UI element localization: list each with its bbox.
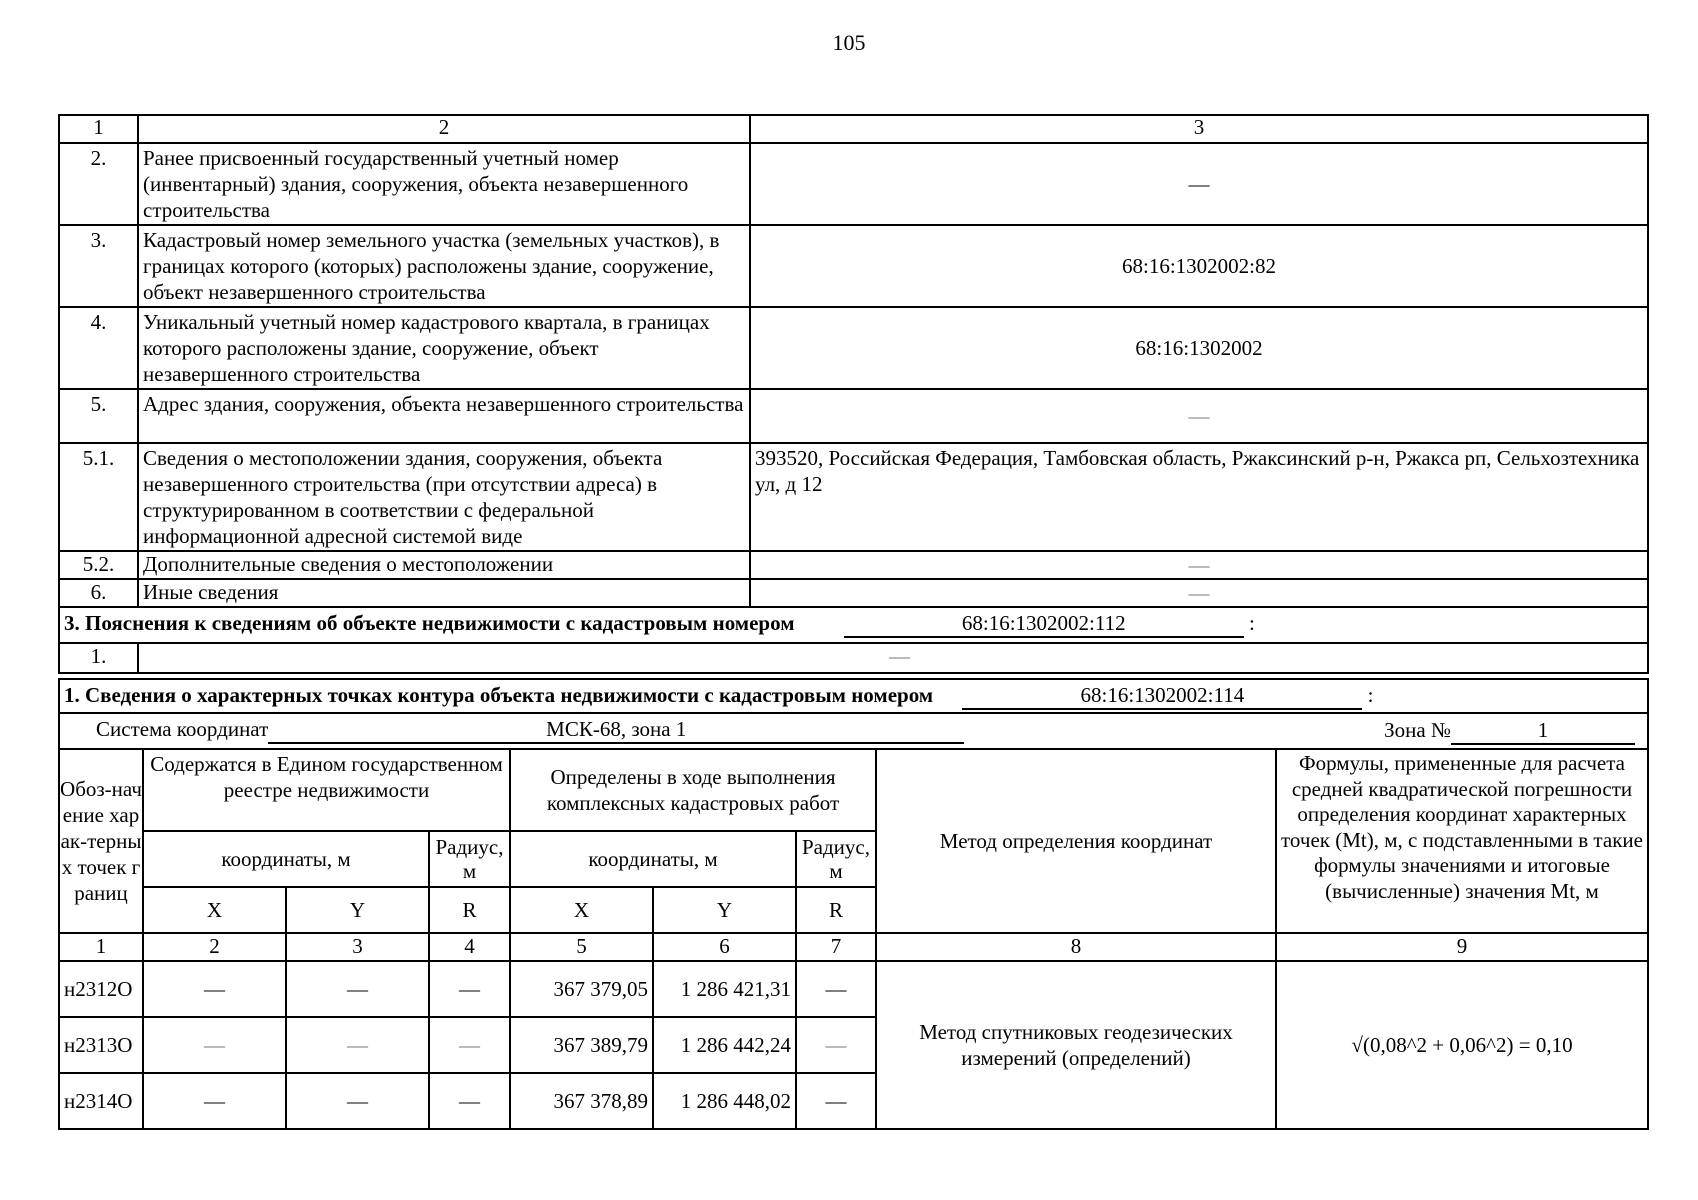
point-r-complex: — — [796, 1073, 876, 1129]
row-num: 5.1. — [59, 443, 138, 551]
point-y-complex: 1 286 421,31 — [653, 961, 796, 1017]
section3-title: 3. Пояснения к сведениям об объекте недвижимости с кадастровым номером — [64, 611, 795, 635]
col-number: 5 — [510, 933, 653, 961]
section1-colon: : — [1367, 683, 1374, 707]
header-method: Метод определения координат — [876, 749, 1276, 933]
point-x-egrn: — — [143, 961, 286, 1017]
header-radius-egrn: Радиус, м — [429, 831, 510, 887]
col-number: 8 — [876, 933, 1276, 961]
header-col-3: 3 — [750, 115, 1648, 143]
section1-title: 1. Сведения о характерных точках контура объекта недвижимости с кадастровым номером — [64, 683, 934, 707]
header-r-complex: R — [796, 887, 876, 933]
point-y-complex: 1 286 442,24 — [653, 1017, 796, 1073]
row-label: Дополнительные сведения о местоположении — [138, 551, 750, 579]
point-name: н2314О — [59, 1073, 143, 1129]
header-radius-complex: Радиус, м — [796, 831, 876, 887]
row-label: Ранее присвоенный государственный учетный номер (инвентарный) здания, сооружения, объекта незавершенного строительства — [138, 143, 750, 225]
page-number: 105 — [832, 30, 866, 55]
col-number: 6 — [653, 933, 796, 961]
row-value: — — [750, 551, 1648, 579]
coord-system-value: МСК-68, зона 1 — [268, 716, 964, 744]
row-value: — — [750, 579, 1648, 607]
row-label: Сведения о местоположении здания, сооружения, объекта незавершенного строительства (при отсутствии адреса) в структурированном в соответствии с федеральной информационной адресной системой виде — [138, 443, 750, 551]
header-complex: Определены в ходе выполнения комплексных кадастровых работ — [510, 749, 876, 831]
point-r-egrn: — — [429, 1017, 510, 1073]
point-x-egrn: — — [143, 1073, 286, 1129]
row-value: — — [750, 143, 1648, 225]
section1-title-row — [59, 679, 1648, 713]
col-number: 1 — [59, 933, 143, 961]
header-y-complex: Y — [653, 887, 796, 933]
row-num: 6. — [59, 579, 138, 607]
table-row — [59, 961, 1648, 1017]
point-r-egrn: — — [429, 1073, 510, 1129]
header-egrn: Содержатся в Едином государственном реестре недвижимости — [143, 749, 510, 831]
point-r-complex: — — [796, 1017, 876, 1073]
point-x-complex: 367 389,79 — [510, 1017, 653, 1073]
point-y-complex: 1 286 448,02 — [653, 1073, 796, 1129]
point-r-complex: — — [796, 961, 876, 1017]
header-r-egrn: R — [429, 887, 510, 933]
object-info-table — [58, 114, 1649, 674]
coord-system-label: Система координат — [96, 717, 269, 741]
point-x-complex: 367 378,89 — [510, 1073, 653, 1129]
header-coords-complex: координаты, м — [510, 831, 796, 887]
section3-title-row — [59, 607, 1648, 643]
point-y-egrn: — — [286, 1073, 429, 1129]
row-num: 5. — [59, 389, 138, 443]
header-col-2: 2 — [138, 115, 750, 143]
method-value: Метод спутниковых геодезических измерений (определений) — [876, 961, 1276, 1129]
points-table — [58, 678, 1649, 1130]
section3-row-num: 1. — [59, 643, 138, 673]
row-num: 2. — [59, 143, 138, 225]
section1-cadnum: 68:16:1302002:114 — [962, 682, 1362, 710]
header-x-complex: X — [510, 887, 653, 933]
header-y-egrn: Y — [286, 887, 429, 933]
row-label: Адрес здания, сооружения, объекта незавершенного строительства — [138, 389, 750, 443]
section3-row-value — [138, 643, 1648, 673]
col-number: 9 — [1276, 933, 1648, 961]
point-x-egrn: — — [143, 1017, 286, 1073]
document-body — [58, 114, 1649, 1130]
coord-system-row — [59, 713, 1648, 749]
row-value: — — [750, 389, 1648, 443]
section3-dash: — — [889, 644, 910, 668]
col-number: 7 — [796, 933, 876, 961]
row-value: 68:16:1302002 — [750, 307, 1648, 389]
point-y-egrn: — — [286, 1017, 429, 1073]
section3-cadnum: 68:16:1302002:112 — [844, 610, 1244, 638]
zone-value: 1 — [1451, 717, 1635, 745]
zone-label: Зона № — [1384, 718, 1451, 742]
header-x-egrn: X — [143, 887, 286, 933]
row-label: Иные сведения — [138, 579, 750, 607]
row-num: 4. — [59, 307, 138, 389]
point-name: н2312О — [59, 961, 143, 1017]
row-num: 3. — [59, 225, 138, 307]
row-label: Уникальный учетный номер кадастрового квартала, в границах которого расположены здание, сооружение, объект незавершенного строительства — [138, 307, 750, 389]
row-num: 5.2. — [59, 551, 138, 579]
point-y-egrn: — — [286, 961, 429, 1017]
col-number: 2 — [143, 933, 286, 961]
header-formula: Формулы, примененные для расчета средней квадратической погрешности определения координат характерных точек (Mt), м, с подставленными в такие формулы значениями и итоговые (вычисленные) значения Mt, м — [1276, 749, 1648, 933]
point-name: н2313О — [59, 1017, 143, 1073]
col-number: 4 — [429, 933, 510, 961]
row-value: 68:16:1302002:82 — [750, 225, 1648, 307]
row-value: 393520, Российская Федерация, Тамбовская область, Ржаксинский р-н, Ржакса рп, Сельхозтехника ул, д 12 — [750, 443, 1648, 551]
formula-value: √(0,08^2 + 0,06^2) = 0,10 — [1276, 961, 1648, 1129]
point-x-complex: 367 379,05 — [510, 961, 653, 1017]
section3-colon: : — [1249, 611, 1255, 635]
col-number: 3 — [286, 933, 429, 961]
header-col-1: 1 — [59, 115, 138, 143]
header-coords-egrn: координаты, м — [143, 831, 429, 887]
point-r-egrn: — — [429, 961, 510, 1017]
header-designation: Обоз-начение харак-терных точек границ — [59, 749, 143, 933]
row-label: Кадастровый номер земельного участка (земельных участков), в границах которого (которых) расположены здание, сооружение, объект незавершенного строительства — [138, 225, 750, 307]
